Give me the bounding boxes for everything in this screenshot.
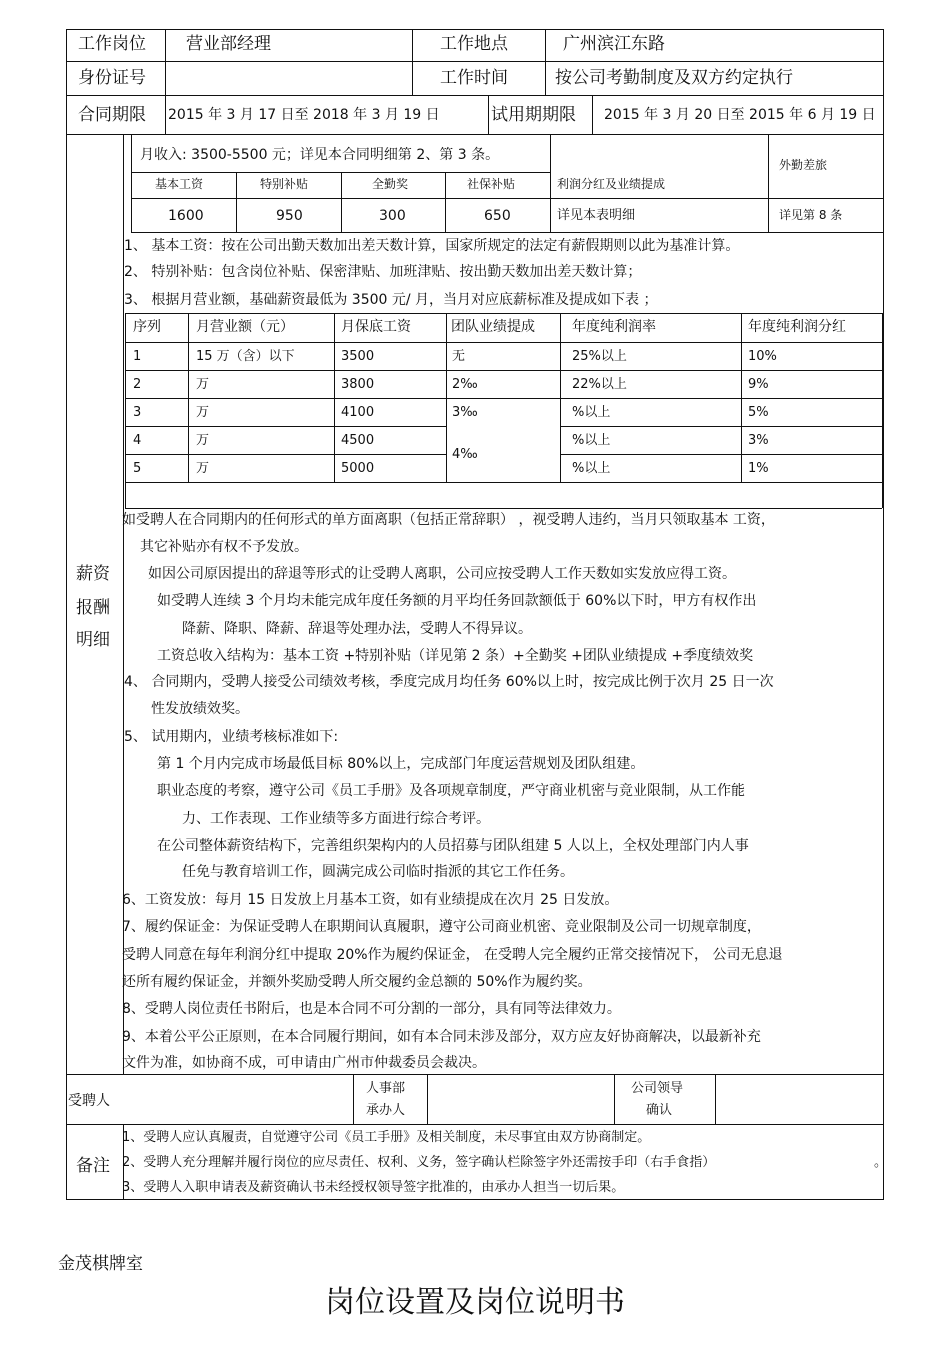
label-remarks: 备注 bbox=[76, 1156, 110, 1176]
para-line: 8、受聘人岗位责任书附后，也是本合同不可分割的一部分，具有同等法律效力。 bbox=[122, 1001, 621, 1017]
value-position: 营业部经理 bbox=[186, 34, 271, 54]
th-profit-rate: 年度纯利润率 bbox=[572, 319, 656, 335]
label-leader-line2: 确认 bbox=[646, 1103, 673, 1118]
table-cell: 3 bbox=[133, 405, 142, 420]
table-cell: 22%以上 bbox=[572, 377, 627, 392]
para-line: 9、本着公平公正原则，在本合同履行期间，如有本合同未涉及部分，双方应友好协商解决，以最新补充 bbox=[122, 1029, 761, 1045]
para-line: 受聘人同意在每年利润分红中提取 20%作为履约保证金， 在受聘人完全履约正常交接情况下， 公司无息退 bbox=[122, 947, 783, 963]
para-line: 第 1 个月内完成市场最低目标 80%以上，完成部门年度运营规划及团队组建。 bbox=[157, 756, 645, 772]
para-line: 5、 试用期内，业绩考核标准如下: bbox=[124, 729, 339, 745]
table-cell: 4 bbox=[133, 433, 142, 448]
hr-signature-field[interactable] bbox=[428, 1076, 613, 1122]
table-cell: 5000 bbox=[341, 461, 375, 476]
table-cell: 万 bbox=[196, 433, 210, 448]
list-item: 2、 特别补贴：包含岗位补贴、保密津贴、加班津贴、按出勤天数加出差天数计算； bbox=[124, 264, 642, 280]
table-cell: 4500 bbox=[341, 433, 375, 448]
val-attendance-bonus: 300 bbox=[379, 208, 406, 224]
val-basic-salary: 1600 bbox=[168, 208, 204, 224]
label-probation: 试用期期限 bbox=[491, 105, 576, 125]
para-line: 如受聘人在合同期内的任何形式的单方面离职（包括正常辞职） ，视受聘人违约，当月只领取基本 工资， bbox=[122, 512, 775, 528]
table-cell: %以上 bbox=[572, 461, 611, 476]
val-social-security: 650 bbox=[484, 208, 511, 224]
merged-commission-cell: 4‰ bbox=[452, 447, 478, 462]
value-probation: 2015 年 3 月 20 日至 2015 年 6 月 19 日 bbox=[604, 107, 876, 123]
th-team-commission: 团队业绩提成 bbox=[451, 319, 535, 335]
table-cell: 15 万（含）以下 bbox=[196, 349, 295, 364]
table-cell: 万 bbox=[196, 377, 210, 392]
profit-value: 详见本表明细 bbox=[557, 208, 636, 223]
para-line: 7、履约保证金：为保证受聘人在职期间认真履职，遵守公司商业机密、竞业限制及公司一切规章制度， bbox=[122, 919, 761, 935]
table-cell: 4100 bbox=[341, 405, 375, 420]
company-name: 金茂棋牌室 bbox=[58, 1254, 143, 1274]
table-cell: 5 bbox=[133, 461, 142, 476]
table-cell: 无 bbox=[452, 349, 466, 364]
table-cell: 1 bbox=[133, 349, 142, 364]
th-base-salary: 月保底工资 bbox=[341, 319, 411, 335]
remark-trailing-mark: 。 bbox=[874, 1155, 888, 1170]
para-line: 4、 合同期内，受聘人接受公司绩效考核，季度完成月均任务 60%以上时，按完成比例于次月 25 日一次 bbox=[124, 674, 774, 690]
th-profit-share: 年度纯利润分红 bbox=[748, 319, 846, 335]
col-social-security: 社保补贴 bbox=[467, 177, 516, 191]
para-line: 其它补贴亦有权不予发放。 bbox=[140, 539, 308, 555]
label-location: 工作地点 bbox=[440, 34, 508, 54]
para-line: 如因公司原因提出的辞退等形式的让受聘人离职，公司应按受聘人工作天数如实发放应得工资。 bbox=[148, 566, 736, 582]
label-position: 工作岗位 bbox=[78, 34, 146, 54]
remark-line: 3、受聘人入职申请表及薪资确认书未经授权领导签字批准的，由承办人担当一切后果。 bbox=[122, 1180, 625, 1195]
leader-signature-field[interactable] bbox=[716, 1076, 882, 1122]
remark-line: 2、受聘人充分理解并履行岗位的应尽责任、权利、义务，签字确认栏除签字外还需按手印（右手食指） bbox=[122, 1155, 716, 1170]
table-cell: 3‰ bbox=[452, 405, 478, 420]
para-line: 职业态度的考察，遵守公司《员工手册》及各项规章制度，严守商业机密与竞业限制，从工作能 bbox=[157, 783, 745, 799]
table-cell: 25%以上 bbox=[572, 349, 627, 364]
label-contract-term: 合同期限 bbox=[78, 105, 146, 125]
para-line: 任免与教育培训工作，圆满完成公司临时指派的其它工作任务。 bbox=[182, 864, 574, 880]
table-cell: 万 bbox=[196, 405, 210, 420]
para-line: 还所有履约保证金，并额外奖励受聘人所交履约金总额的 50%作为履约奖。 bbox=[122, 974, 592, 990]
document-title: 岗位设置及岗位说明书 bbox=[325, 1285, 625, 1320]
employee-signature-field[interactable] bbox=[124, 1076, 352, 1122]
para-line: 性发放绩效奖。 bbox=[151, 701, 249, 717]
table-cell: 3800 bbox=[341, 377, 375, 392]
list-item: 1、 基本工资：按在公司出勤天数加出差天数计算，国家所规定的法定有薪假期则以此为基准计算。 bbox=[124, 238, 740, 254]
table-cell: %以上 bbox=[572, 405, 611, 420]
label-leader-line1: 公司领导 bbox=[631, 1081, 684, 1096]
label-employee: 受聘人 bbox=[68, 1093, 110, 1109]
para-line: 降薪、降职、降薪、辞退等处理办法，受聘人不得异议。 bbox=[182, 621, 532, 637]
profit-header: 利润分红及业绩提成 bbox=[557, 177, 666, 191]
table-cell: 3500 bbox=[341, 349, 375, 364]
para-line: 如受聘人连续 3 个月均未能完成年度任务额的月平均任务回款额低于 60%以下时，甲方有权作出 bbox=[157, 593, 757, 609]
table-cell: 10% bbox=[748, 349, 777, 364]
para-line: 力、工作表现、工作业绩等多方面进行综合考评。 bbox=[182, 811, 490, 827]
val-special-allowance: 950 bbox=[276, 208, 303, 224]
th-monthly-revenue: 月营业额（元） bbox=[196, 319, 294, 335]
col-special-allowance: 特别补贴 bbox=[260, 177, 309, 191]
col-attendance-bonus: 全勤奖 bbox=[372, 177, 409, 191]
table-cell: 2‰ bbox=[452, 377, 478, 392]
value-contract-term: 2015 年 3 月 17 日至 2018 年 3 月 19 日 bbox=[168, 107, 440, 123]
label-hr-line1: 人事部 bbox=[366, 1081, 406, 1096]
table-cell: 2 bbox=[133, 377, 142, 392]
label-id-number: 身份证号 bbox=[78, 68, 146, 88]
remark-line: 1、受聘人应认真履责，自觉遵守公司《员工手册》及相关制度，未尽事宜由双方协商制定。 bbox=[122, 1130, 651, 1145]
table-cell: %以上 bbox=[572, 433, 611, 448]
table-cell: 5% bbox=[748, 405, 769, 420]
travel-header: 外勤差旅 bbox=[779, 158, 828, 172]
th-seq: 序列 bbox=[133, 319, 161, 335]
para-line: 6、工资发放：每月 15 日发放上月基本工资，如有业绩提成在次月 25 日发放。 bbox=[122, 892, 619, 908]
table-cell: 万 bbox=[196, 461, 210, 476]
table-cell: 9% bbox=[748, 377, 769, 392]
travel-value: 详见第 8 条 bbox=[779, 208, 843, 222]
label-work-time: 工作时间 bbox=[440, 68, 508, 88]
income-line: 月收入: 3500-5500 元；详见本合同明细第 2、第 3 条。 bbox=[140, 147, 500, 163]
list-item: 3、 根据月营业额，基础薪资最低为 3500 元/ 月，当月对应底薪标准及提成如下表 ； bbox=[124, 292, 658, 308]
col-basic-salary: 基本工资 bbox=[155, 177, 204, 191]
table-cell: 3% bbox=[748, 433, 769, 448]
value-location: 广州滨江东路 bbox=[563, 34, 665, 54]
para-line: 在公司整体薪资结构下，完善组织架构内的人员招募与团队组建 5 人以上，全权处理部门内人事 bbox=[157, 838, 749, 854]
table-cell: 1% bbox=[748, 461, 769, 476]
para-line: 文件为准，如协商不成，可申请由广州市仲裁委员会裁决。 bbox=[122, 1055, 486, 1071]
value-work-time: 按公司考勤制度及双方约定执行 bbox=[555, 68, 793, 88]
para-line: 工资总收入结构为：基本工资 +特别补贴（详见第 2 条）+全勤奖 +团队业绩提成 +季度绩效奖 bbox=[157, 648, 754, 664]
label-hr-line2: 承办人 bbox=[366, 1103, 406, 1118]
